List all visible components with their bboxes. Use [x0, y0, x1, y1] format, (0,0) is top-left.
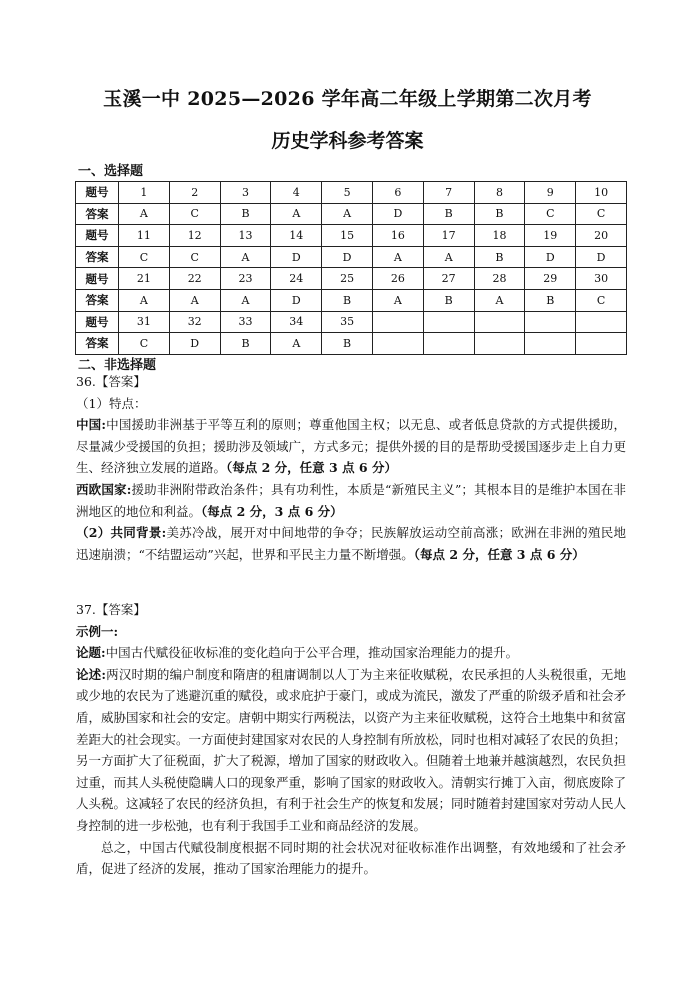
answer-cell	[474, 333, 525, 355]
question-number-row	[76, 311, 627, 333]
question-number-cell: 19	[525, 225, 576, 247]
q37-argument-label: 论述:	[76, 666, 106, 682]
q36-west-score: （每点 2 分，3 点 6 分）	[201, 503, 343, 519]
answer-cell	[372, 333, 423, 355]
answer-cell: A	[119, 289, 170, 311]
question-number-cell: 35	[322, 311, 373, 333]
q36-part2-paragraph	[76, 522, 626, 565]
question-number-cell: 9	[525, 182, 576, 204]
q37-example-label: 示例一:	[76, 623, 119, 639]
answer-cell: B	[423, 289, 474, 311]
answer-cell	[525, 333, 576, 355]
row-label-question: 题号	[76, 225, 119, 247]
q36-part2-label: （2）共同背景:	[76, 525, 167, 541]
answer-cell: B	[322, 289, 373, 311]
q36-china-score: （每点 2 分，任意 3 点 6 分）	[226, 460, 397, 476]
answer-cell: C	[119, 333, 170, 355]
answer-cell: C	[169, 203, 220, 225]
question-number-cell: 29	[525, 268, 576, 290]
question-number-cell: 26	[372, 268, 423, 290]
question-number-cell: 15	[322, 225, 373, 247]
answer-cell: B	[220, 203, 271, 225]
question-number-cell: 11	[119, 225, 170, 247]
answer-cell: C	[525, 203, 576, 225]
answer-cell: C	[119, 246, 170, 268]
answer-table	[75, 181, 627, 355]
question-number-cell: 8	[474, 182, 525, 204]
q36-block	[76, 371, 626, 565]
section-heading-choice: 一、选择题	[78, 164, 144, 179]
question-number-cell: 25	[322, 268, 373, 290]
question-number-cell: 16	[372, 225, 423, 247]
q36-west-label: 西欧国家:	[76, 481, 132, 497]
question-number-cell: 6	[372, 182, 423, 204]
answer-cell: C	[169, 246, 220, 268]
answer-cell: A	[220, 246, 271, 268]
answer-row	[76, 246, 627, 268]
q36-china-paragraph	[76, 414, 626, 479]
answer-row	[76, 203, 627, 225]
row-label-answer: 答案	[76, 289, 119, 311]
question-number-cell	[423, 311, 474, 333]
q37-thesis-text: 中国古代赋役征收标准的变化趋向于公平合理，推动国家治理能力的提升。	[105, 645, 519, 661]
q37-thesis-paragraph	[76, 642, 626, 664]
answer-cell: A	[220, 289, 271, 311]
question-number-cell: 30	[576, 268, 627, 290]
q36-west-text: 援助非洲附带政治条件；具有功利性，本质是“新殖民主义”；其根本目的是维护本国在非洲地区的地位和利益。	[76, 481, 626, 519]
question-number-cell: 20	[576, 225, 627, 247]
row-label-answer: 答案	[76, 246, 119, 268]
answer-cell: D	[322, 246, 373, 268]
row-label-question: 题号	[76, 182, 119, 204]
question-number-cell: 28	[474, 268, 525, 290]
answer-cell: B	[474, 246, 525, 268]
question-number-cell: 17	[423, 225, 474, 247]
answer-cell: A	[322, 203, 373, 225]
question-number-cell	[525, 311, 576, 333]
row-label-answer: 答案	[76, 333, 119, 355]
document-subtitle: 历史学科参考答案	[271, 130, 424, 152]
question-number-cell: 33	[220, 311, 271, 333]
q36-china-label: 中国:	[76, 417, 106, 433]
q36-west-paragraph	[76, 479, 626, 522]
question-number-cell: 34	[271, 311, 322, 333]
answer-cell: A	[372, 289, 423, 311]
question-number-cell: 13	[220, 225, 271, 247]
row-label-question: 题号	[76, 311, 119, 333]
question-number-row	[76, 225, 627, 247]
answer-cell: C	[576, 203, 627, 225]
answer-row	[76, 289, 627, 311]
question-number-cell: 7	[423, 182, 474, 204]
q37-conclusion-paragraph: 总之，中国古代赋役制度根据不同时期的社会状况对征收标准作出调整，有效地缓和了社会矛盾，促进了经济的发展，推动了国家治理能力的提升。	[76, 839, 626, 877]
answer-cell: A	[271, 203, 322, 225]
question-number-cell: 4	[271, 182, 322, 204]
answer-cell: A	[169, 289, 220, 311]
section-heading-nonchoice: 二、非选择题	[78, 358, 157, 373]
answer-cell	[423, 333, 474, 355]
q37-label: 37.【答案】	[76, 602, 146, 617]
answer-cell: D	[525, 246, 576, 268]
question-number-cell: 22	[169, 268, 220, 290]
question-number-cell	[576, 311, 627, 333]
answer-cell: D	[271, 289, 322, 311]
q36-part2-score: （每点 2 分，任意 3 点 6 分）	[413, 546, 585, 562]
answer-cell: B	[525, 289, 576, 311]
question-number-cell: 31	[119, 311, 170, 333]
q36-part1-label: （1）特点：	[76, 395, 147, 411]
answer-cell: B	[423, 203, 474, 225]
answer-cell	[576, 333, 627, 355]
answer-cell: A	[119, 203, 170, 225]
answer-cell: D	[271, 246, 322, 268]
question-number-cell: 21	[119, 268, 170, 290]
answer-cell: B	[474, 203, 525, 225]
answer-cell: A	[372, 246, 423, 268]
q36-part2-text: 美苏冷战，展开对中间地带的争夺；民族解放运动空前高涨；欧洲在非洲的殖民地迅速崩溃；“不结盟运动”兴起，世界和平民主力量不断增强。	[76, 525, 626, 562]
q37-block	[76, 599, 626, 880]
answer-cell: D	[372, 203, 423, 225]
row-label-answer: 答案	[76, 203, 119, 225]
question-number-cell: 10	[576, 182, 627, 204]
question-number-cell: 24	[271, 268, 322, 290]
question-number-cell	[372, 311, 423, 333]
answer-row	[76, 333, 627, 355]
question-number-cell: 12	[169, 225, 220, 247]
answer-cell: C	[576, 289, 627, 311]
document-title: 玉溪一中 2025—2026 学年高二年级上学期第二次月考	[103, 88, 592, 110]
answer-cell: A	[474, 289, 525, 311]
q36-label: 36.【答案】	[76, 374, 146, 389]
answer-cell: D	[169, 333, 220, 355]
question-number-cell	[474, 311, 525, 333]
question-number-cell: 18	[474, 225, 525, 247]
answer-cell: D	[576, 246, 627, 268]
question-number-cell: 23	[220, 268, 271, 290]
question-number-cell: 32	[169, 311, 220, 333]
question-number-row	[76, 268, 627, 290]
question-number-cell: 3	[220, 182, 271, 204]
q36-china-text: 中国援助非洲基于平等互利的原则；尊重他国主权；以无息、或者低息贷款的方式提供援助，尽量减少受援国的负担；援助涉及领域广，方式多元；提供外援的目的是帮助受援国逐步走上自力更生、经济独立发展的道路。	[76, 417, 627, 476]
question-number-row	[76, 182, 627, 204]
question-number-cell: 14	[271, 225, 322, 247]
question-number-cell: 5	[322, 182, 373, 204]
row-label-question: 题号	[76, 268, 119, 290]
question-number-cell: 2	[169, 182, 220, 204]
answer-cell: A	[423, 246, 474, 268]
question-number-cell: 1	[119, 182, 170, 204]
q37-thesis-label: 论题:	[76, 645, 106, 661]
answer-cell: B	[322, 333, 373, 355]
q37-argument-paragraph	[76, 664, 626, 837]
answer-cell: A	[271, 333, 322, 355]
question-number-cell: 27	[423, 268, 474, 290]
q37-argument-text: 两汉时期的编户制度和隋唐的租庸调制以人丁为主来征收赋税，农民承担的人头税很重，无地或少地的农民为了逃避沉重的赋役，或求庇护于豪门，或成为流民，激发了严重的阶级矛盾和社会矛盾，威胁国家和社会的安定。唐朝中期实行两税法，以资产为主来征收赋税，这符合土地集中和贫富差距大的社会现实。一方面使封建国家对农民的人身控制有所放松，同时也相对减轻了农民的负担；另一方面扩大了征税面，扩大了税源，增加了国家的财政收入。但随着土地兼并越演越烈，农民负担过重，而其人头税使隐瞒人口的现象严重，影响了国家的财政收入。清朝实行摊丁入亩，彻底废除了人头税。这减轻了农民的经济负担，有利于社会生产的恢复和发展；同时随着封建国家对劳动人民人身控制的进一步松弛，也有利于我国手工业和商品经济的发展。	[76, 666, 627, 833]
answer-cell: B	[220, 333, 271, 355]
